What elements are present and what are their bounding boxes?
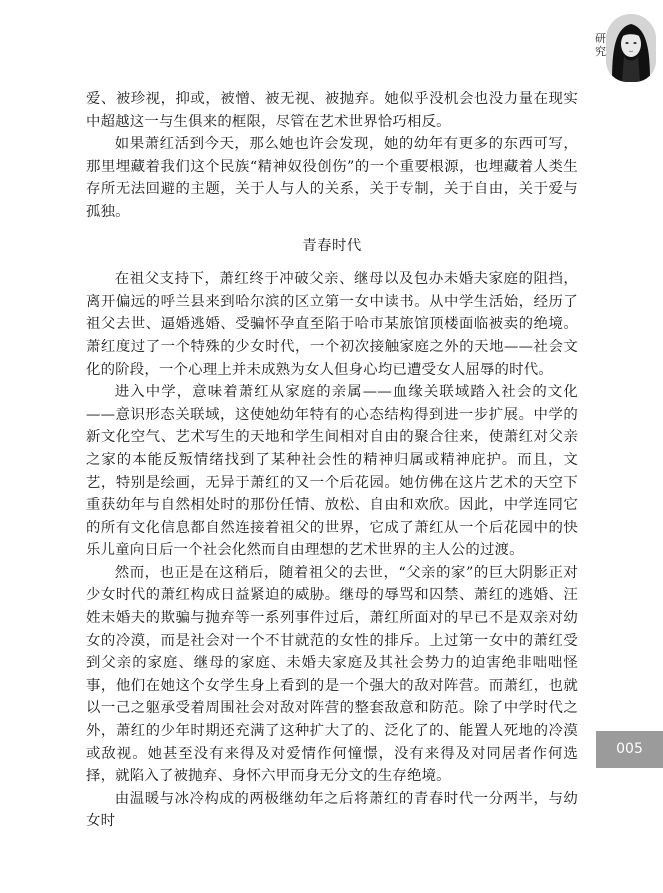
paragraph-6: 由温暖与冰冷构成的两极继幼年之后将萧红的青春时代一分两半，与幼女时	[86, 790, 578, 830]
section-label-char-2: 究	[595, 45, 606, 58]
paragraph-4: 进入中学，意味着萧红从家庭的亲属——血缘关联域踏入社会的文化——意识形态关联域，这使她幼年特有的心态结构得到进一步扩展。中学的新文化空气、艺术写生的天地和学生间相对自由的聚合往来，使萧红对父亲之家的本能反叛情绪找到了某种社会性的精神归属或精神庇护。而且，文艺，特别是绘画，无异于萧红的又一个后花园。她仿佛在这片艺术的天空下重获幼年与自然相处时的那份任情、放松、自由和欢欣。因此，中学连同它的所有文化信息都自然连接着祖父的世界，它成了萧红从一个后花园中的快乐儿童向日后一个社会化然而自由理想的艺术世界的主人公的过渡。	[86, 384, 578, 559]
portrait-svg	[606, 14, 656, 82]
body-text	[86, 88, 578, 833]
paragraph-2: 如果萧红活到今天，那么她也许会发现，她的幼年有更多的东西可写，那里埋藏着我们这个民族“精神奴役创伤”的一个重要根源，也埋藏着人类生存所无法回避的主题，关于人与人的关系，关于专制，关于自由，关于爱与孤独。	[86, 136, 578, 220]
paragraph-5: 然而，也正是在这稍后，随着祖父的去世，“父亲的家”的巨大阴影正对少女时代的萧红构成日益紧迫的威胁。继母的辱骂和囚禁、萧红的逃婚、汪姓未婚夫的欺骗与抛弃等一系列事件过后，萧红所面对的早已不是双亲对幼女的冷漠，而是社会对一个不甘就范的女性的排斥。上过第一女中的萧红受到父亲的家庭、继母的家庭、未婚夫家庭及其社会势力的迫害绝非咄咄怪事，他们在她这个女学生身上看到的是一个强大的敌对阵营。而萧红，也就以一己之躯承受着周围社会对敌对阵营的整套敌意和防范。除了中学时代之外，萧红的少年时期还充满了这种扩大了的、泛化了的、能置人死地的冷漠或敌视。她甚至没有来得及对爱情作何憧憬，没有来得及对同居者作何选择，就陷入了被抛弃、身怀六甲而身无分文的生存绝境。	[86, 564, 578, 785]
page-number: 005	[596, 731, 663, 768]
section-label-char-1: 研	[595, 32, 606, 45]
portrait-photo-icon	[606, 14, 656, 82]
section-heading: 青春时代	[302, 237, 362, 254]
paragraph-1: 爱、被珍视，抑或，被憎、被无视、被抛弃。她似乎没机会也没力量在现实中超越这一与生俱来的框限，尽管在艺术世界恰巧相反。	[86, 91, 578, 130]
paragraph-3: 在祖父支持下，萧红终于冲破父亲、继母以及包办未婚夫家庭的阻挡，离开偏远的呼兰县来到哈尔滨的区立第一女中读书。从中学生活始，经历了祖父去世、逼婚逃婚、受骗怀孕直至陷于哈市某旅馆顶楼面临被卖的绝境。萧红度过了一个特殊的少女时代，一个初次接触家庭之外的天地——社会文化的阶段，一个心理上并未成熟为女人但身心均已遭受女人屈辱的时代。	[86, 271, 578, 378]
